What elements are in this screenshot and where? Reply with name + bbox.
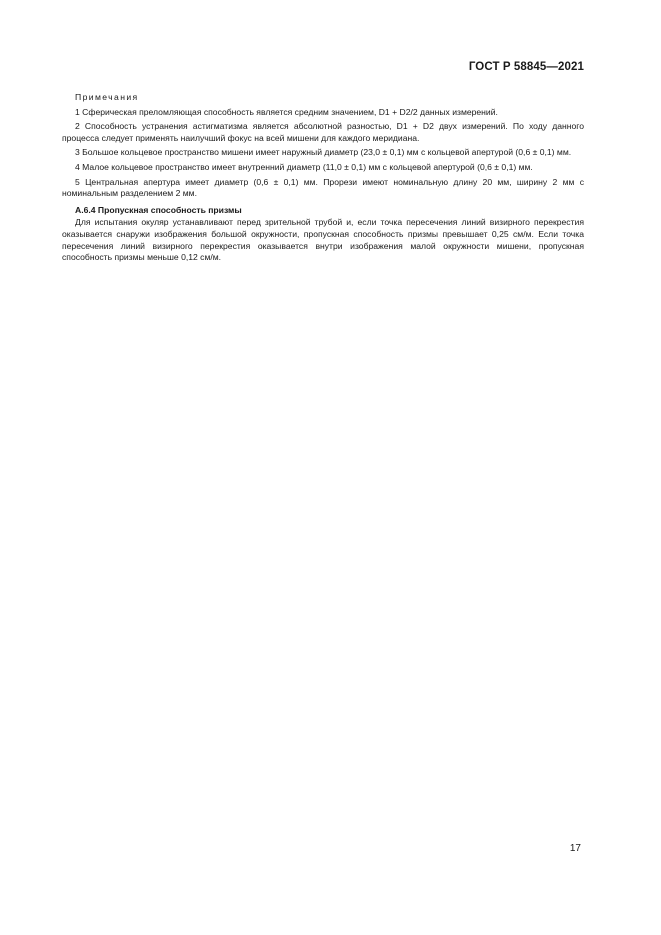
section-body: Для испытания окуляр устанавливают перед зрительной трубой и, если точка пересечения линий визирного перекрестия оказывается снаружи изображения большой окружности, пропускная способность призмы превышает 0,25 см/м. Если точка пересечения линий визирного перекрестия оказывается внутри изображения малой окружности мишени, пропускная способность призмы меньше 0,12 см/м. bbox=[62, 217, 584, 263]
note-3: 3 Большое кольцевое пространство мишени имеет наружный диаметр (23,0 ± 0,1) мм с кольцевой апертурой (0,6 ± 0,1) мм. bbox=[75, 147, 572, 158]
note-5: 5 Центральная апертура имеет диаметр (0,6 ± 0,1) мм. Прорези имеют номинальную длину 20 мм, ширину 2 мм с номинальным разделением 2 мм. bbox=[62, 176, 584, 199]
notes-heading: Примечания bbox=[75, 92, 139, 102]
note-4: 4 Малое кольцевое пространство имеет внутренний диаметр (11,0 ± 0,1) мм с кольцевой апертурой (0,6 ± 0,1) мм. bbox=[75, 161, 533, 172]
section-heading: А.6.4 Пропускная способность призмы bbox=[75, 204, 242, 215]
note-2: 2 Способность устранения астигматизма является абсолютной разностью, D1 + D2 двух измерений. По ходу данного процесса следует применять наилучший фокус на всей мишени для каждого меридиана. bbox=[62, 121, 584, 143]
document-code: ГОСТ Р 58845—2021 bbox=[468, 61, 584, 73]
page-number: 17 bbox=[569, 843, 581, 854]
note-1: 1 Сферическая преломляющая способность является средним значением, D1 + D2/2 данных измерений. bbox=[75, 106, 498, 117]
page-content bbox=[62, 92, 584, 267]
